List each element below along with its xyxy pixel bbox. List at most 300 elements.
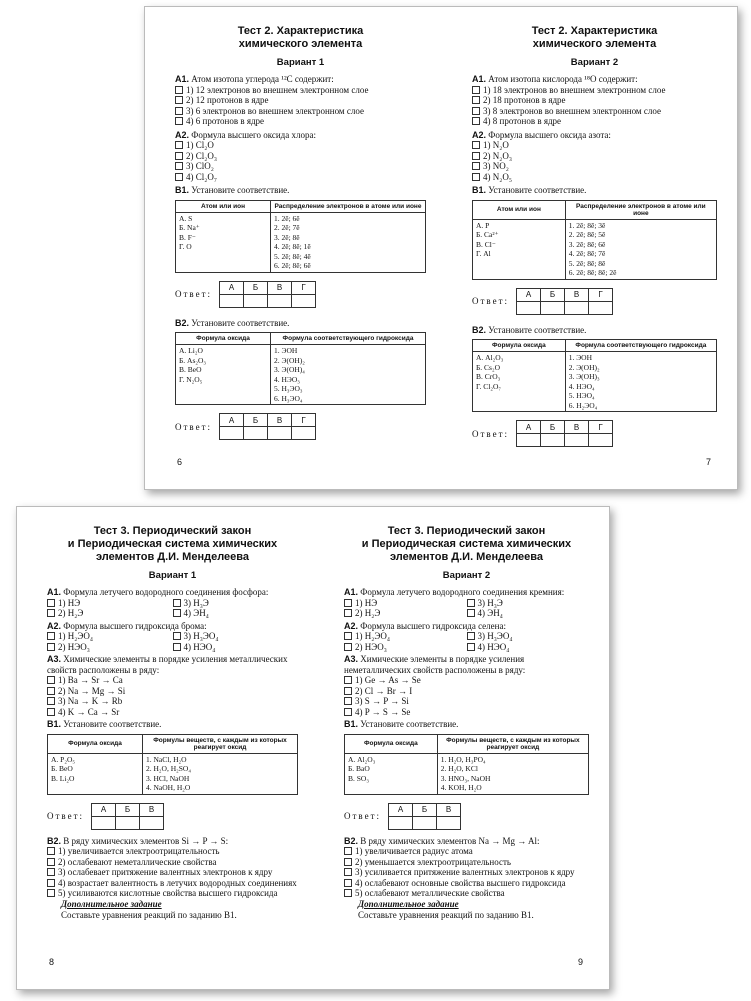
option-label: 2) HЭO₃ — [58, 641, 90, 652]
option[interactable] — [175, 161, 426, 172]
checkbox[interactable] — [175, 117, 183, 125]
option-label: 3) Na → K → Rb — [58, 696, 123, 706]
question-b2 — [47, 836, 298, 847]
option[interactable] — [467, 642, 590, 653]
checkbox[interactable] — [175, 141, 183, 149]
variant-heading: Вариант 1 — [148, 570, 197, 581]
checkbox[interactable] — [344, 609, 352, 617]
checkbox[interactable] — [47, 708, 55, 716]
page-title — [175, 25, 426, 51]
checkbox[interactable] — [472, 107, 480, 115]
checkbox[interactable] — [47, 858, 55, 866]
option[interactable] — [47, 598, 173, 609]
option[interactable] — [472, 151, 717, 162]
question-a2 — [175, 130, 426, 141]
answer-options-a1 — [175, 85, 426, 127]
answer-cell[interactable] — [292, 294, 316, 307]
option-label: 4) ЭH₄ — [477, 608, 503, 618]
question-text: Химические элементы в порядке усиления неметаллических свойств расположены в ряду: — [344, 654, 526, 675]
option-label: 2) H₂Э — [355, 608, 381, 618]
matching-table-b2 — [175, 332, 426, 405]
checkbox[interactable] — [175, 96, 183, 104]
answer-col-header: В — [140, 803, 164, 816]
option[interactable] — [47, 608, 173, 619]
answer-options-a1 — [344, 598, 589, 619]
checkbox[interactable] — [344, 676, 352, 684]
page-number: 7 — [705, 457, 711, 467]
checkbox[interactable] — [173, 632, 181, 640]
column-header: Формула оксида — [48, 734, 143, 753]
answer-col-header: Г — [589, 288, 613, 301]
checkbox[interactable] — [175, 152, 183, 160]
question-text: Установите соответствие. — [488, 324, 587, 335]
page-title — [47, 525, 298, 564]
option[interactable] — [173, 642, 299, 653]
option[interactable] — [472, 116, 717, 127]
option-label: 2) уменьшается электроотрицательность — [355, 856, 511, 867]
option[interactable] — [344, 867, 589, 878]
option[interactable] — [175, 151, 426, 162]
question-number: А1. — [175, 74, 190, 84]
matching-left-items: А. S Б. Na⁺ В. F⁻ Г. O — [176, 212, 271, 272]
title-line-3: элементов Д.И. Менделеева — [95, 551, 250, 563]
answer-options-a1 — [47, 598, 298, 619]
option-label: 3) усиливается притяжение валентных электронов к ядру — [355, 867, 575, 877]
question-number: А1. — [344, 587, 359, 597]
option[interactable] — [344, 857, 589, 868]
answer-cell[interactable] — [541, 301, 565, 314]
matching-table-b2 — [472, 339, 717, 412]
option-label: 3) NO₂ — [483, 161, 509, 171]
option-label: 4) возрастает валентность в летучих водородных соединениях — [58, 877, 297, 888]
matching-right-items: 1. 2ē; 6ē 2. 2ē; 7ē 3. 2ē; 8ē 4. 2ē; 8ē; 1ē 5. 2ē; 8ē; 4ē 6. 2ē; 8ē; 6ē — [271, 212, 426, 272]
answer-col-header: Г — [589, 421, 613, 434]
question-text: Установите соответствие. — [360, 719, 459, 729]
option-label: 1) 12 электронов во внешнем электронном слое — [186, 84, 369, 95]
question-number: В2. — [344, 835, 359, 846]
option-label: 4) P → S → Se — [355, 706, 411, 717]
checkbox[interactable] — [467, 609, 475, 617]
option[interactable] — [467, 598, 590, 609]
checkbox[interactable] — [344, 868, 352, 876]
column-header: Распределение электронов в атоме или ионе — [271, 200, 426, 212]
column-header: Формула оксида — [473, 340, 566, 352]
answer-options-a2 — [344, 631, 589, 652]
book-spread-pages-6-7 — [144, 6, 738, 490]
option[interactable] — [344, 878, 589, 889]
option-label: 2) ослабевают неметаллические свойства — [58, 856, 217, 867]
checkbox[interactable] — [472, 117, 480, 125]
extra-task-text: Составьте уравнения реакций по заданию В1. — [358, 909, 534, 920]
question-b1 — [47, 719, 298, 730]
answer-cell[interactable] — [389, 816, 413, 829]
page-title — [344, 525, 589, 564]
question-b1 — [344, 719, 589, 730]
matching-left-items: А. Li₂O Б. As₂O₃ В. BeO Г. N₂O₅ — [176, 345, 271, 405]
title-line-1: Тест 2. Характеристика — [531, 25, 658, 37]
column-header: Формула оксида — [345, 734, 438, 753]
checkbox[interactable] — [472, 152, 480, 160]
option-label: 2) Cl₂O₃ — [186, 150, 218, 161]
option-label: 4) 8 протонов в ядре — [483, 116, 562, 126]
answer-col-header: А — [220, 414, 244, 427]
option[interactable] — [472, 106, 717, 117]
option[interactable] — [175, 106, 426, 117]
question-text: Формула летучего водородного соединения фосфора: — [63, 587, 269, 597]
question-number: А1. — [47, 587, 62, 597]
answer-grid — [219, 413, 316, 440]
question-number: В1. — [47, 719, 62, 729]
checkbox[interactable] — [47, 868, 55, 876]
checkbox[interactable] — [344, 847, 352, 855]
checkbox[interactable] — [344, 858, 352, 866]
answer-cell[interactable] — [517, 434, 541, 447]
option-label: 1) увеличивается радиус атома — [355, 846, 473, 856]
option-label: 1) H₂ЭO₄ — [58, 631, 93, 641]
option-label: 1) увеличивается электроотрицательность — [58, 846, 220, 856]
option[interactable] — [344, 598, 467, 609]
option-label: 1) HЭ — [58, 597, 81, 608]
option-label: 3) H₃ЭO₄ — [183, 631, 219, 641]
option[interactable] — [175, 116, 426, 127]
answer-col-header: В — [268, 281, 292, 294]
question-a1 — [344, 587, 589, 598]
answer-cell[interactable] — [565, 434, 589, 447]
checkbox[interactable] — [47, 697, 55, 705]
checkbox[interactable] — [47, 632, 55, 640]
variant-heading: Вариант 2 — [570, 57, 619, 68]
question-b2 — [175, 318, 426, 329]
option-label: 1) 18 электронов во внешнем электронном слое — [483, 84, 666, 95]
answer-cell[interactable] — [517, 301, 541, 314]
answer-label: Ответ: — [472, 296, 510, 306]
question-a3 — [344, 654, 589, 675]
checkbox[interactable] — [344, 687, 352, 695]
answer-cell[interactable] — [541, 434, 565, 447]
option-label: 4) ослабевают основные свойства высшего гидроксида — [355, 877, 566, 888]
option-label: 5) ослабевают металлические свойства — [355, 888, 505, 898]
extra-task-heading: Дополнительное задание — [61, 898, 162, 909]
checkbox[interactable] — [47, 643, 55, 651]
option[interactable] — [472, 95, 717, 106]
question-b2 — [344, 836, 589, 847]
checkbox[interactable] — [175, 107, 183, 115]
variant-heading: Вариант 1 — [276, 57, 325, 68]
checkbox[interactable] — [175, 173, 183, 181]
checkbox[interactable] — [47, 889, 55, 897]
question-text: Формула высшего гидроксида брома: — [63, 620, 207, 631]
checkbox[interactable] — [173, 599, 181, 607]
option-label: 1) N₂O — [483, 140, 509, 150]
answer-grid — [219, 281, 316, 308]
option[interactable] — [173, 608, 299, 619]
question-b1 — [175, 185, 426, 196]
option[interactable] — [344, 631, 467, 642]
answer-options-a2 — [175, 140, 426, 182]
option[interactable] — [47, 888, 298, 899]
answer-grid — [516, 288, 613, 315]
option[interactable] — [344, 888, 589, 899]
option[interactable] — [175, 172, 426, 183]
answer-cell[interactable] — [244, 294, 268, 307]
answer-row-b1 — [344, 803, 589, 830]
option[interactable] — [472, 140, 717, 151]
answer-cell[interactable] — [437, 816, 461, 829]
option[interactable] — [344, 642, 467, 653]
answer-col-header: В — [565, 288, 589, 301]
option[interactable] — [344, 675, 589, 686]
option[interactable] — [47, 878, 298, 889]
column-header: Атом или ион — [176, 200, 271, 212]
answer-col-header: Б — [244, 414, 268, 427]
question-number: А2. — [175, 129, 190, 140]
answer-options-b2 — [344, 846, 589, 899]
option-label: 4) Cl₂O₇ — [186, 171, 218, 182]
question-text: Формула высшего гидроксида селена: — [360, 620, 506, 631]
question-text: В ряду химических элементов Na → Mg → Al: — [360, 835, 540, 846]
checkbox[interactable] — [472, 86, 480, 94]
option[interactable] — [173, 631, 299, 642]
question-text: Формула высшего оксида хлора: — [191, 129, 316, 140]
page-title — [472, 25, 717, 51]
question-number: В2. — [472, 324, 487, 335]
checkbox[interactable] — [344, 632, 352, 640]
title-line-3: элементов Д.И. Менделеева — [389, 551, 544, 563]
column-header: Распределение электронов в атоме или ионе — [565, 200, 716, 219]
question-text: Установите соответствие. — [488, 185, 587, 195]
answer-cell[interactable] — [565, 301, 589, 314]
question-text: Атом изотопа кислорода ¹⁸O содержит: — [488, 74, 638, 84]
option-label: 3) ослабевает притяжение валентных электронов к ядру — [58, 867, 273, 877]
checkbox[interactable] — [467, 643, 475, 651]
answer-col-header: В — [437, 803, 461, 816]
checkbox[interactable] — [175, 86, 183, 94]
column-header: Атом или ион — [473, 200, 566, 219]
title-line-2: и Периодическая система химических — [67, 538, 278, 550]
answer-col-header: Г — [292, 414, 316, 427]
answer-row-b2 — [472, 420, 717, 447]
answer-cell[interactable] — [268, 427, 292, 440]
matching-left-items: А. P₂O₅ Б. BeO В. Li₂O — [48, 753, 143, 794]
option-label: 3) H₃ЭO₄ — [477, 631, 513, 641]
question-number: В1. — [344, 719, 359, 729]
checkbox[interactable] — [472, 173, 480, 181]
option-label: 3) ClO₂ — [186, 161, 214, 171]
column-header: Формула соответствующего гидроксида — [271, 333, 426, 345]
answer-label: Ответ: — [47, 811, 85, 821]
title-line-2: и Периодическая система химических — [361, 538, 572, 550]
answer-cell[interactable] — [244, 427, 268, 440]
option[interactable] — [47, 846, 298, 857]
answer-grid — [388, 803, 461, 830]
answer-cell[interactable] — [413, 816, 437, 829]
option-label: 2) 18 протонов в ядре — [483, 95, 566, 105]
answer-col-header: Б — [541, 288, 565, 301]
option[interactable] — [47, 675, 298, 686]
answer-cell[interactable] — [292, 427, 316, 440]
question-text: Установите соответствие. — [191, 317, 290, 328]
question-a1 — [175, 74, 426, 85]
option-label: 2) Cl → Br → I — [355, 685, 413, 696]
answer-cell[interactable] — [589, 434, 613, 447]
question-number: А1. — [472, 74, 487, 84]
matching-left-items: А. Al₂O₃ Б. BaO В. SO₃ — [345, 753, 438, 794]
matching-table-b1 — [344, 734, 589, 795]
question-number: А3. — [344, 654, 359, 664]
question-a1 — [472, 74, 717, 85]
checkbox[interactable] — [467, 599, 475, 607]
answer-label: Ответ: — [344, 811, 382, 821]
option-label: 4) K → Ca → Sr — [58, 706, 120, 717]
option[interactable] — [175, 95, 426, 106]
option[interactable] — [472, 85, 717, 96]
matching-left-items: А. Al₂O₃ Б. Cs₂O В. CrO₃ Г. Cl₂O₇ — [473, 352, 566, 412]
question-b1 — [472, 185, 717, 196]
checkbox[interactable] — [47, 676, 55, 684]
option-label: 3) H₃Э — [183, 597, 209, 608]
question-number: В2. — [175, 317, 190, 328]
option-label: 4) 6 протонов в ядре — [186, 116, 265, 126]
option[interactable] — [47, 642, 173, 653]
option-label: 4) HЭO₄ — [183, 641, 216, 652]
answer-grid — [516, 420, 613, 447]
question-a2 — [472, 130, 717, 141]
option-label: 5) усиливаются кислотные свойства высшего гидроксида — [58, 888, 278, 898]
column-header: Формула оксида — [176, 333, 271, 345]
answer-cell[interactable] — [116, 816, 140, 829]
answer-col-header: Б — [413, 803, 437, 816]
option-label: 4) ЭH₄ — [183, 608, 209, 618]
option[interactable] — [472, 172, 717, 183]
option[interactable] — [344, 608, 467, 619]
question-text: Установите соответствие. — [63, 719, 162, 729]
checkbox[interactable] — [472, 141, 480, 149]
checkbox[interactable] — [472, 96, 480, 104]
option[interactable] — [344, 686, 589, 697]
question-text: Атом изотопа углерода ¹²С содержит: — [191, 74, 334, 84]
answer-col-header: А — [220, 281, 244, 294]
answer-col-header: Б — [541, 421, 565, 434]
option-label: 2) HЭO₃ — [355, 641, 387, 652]
option[interactable] — [173, 598, 299, 609]
matching-left-items: А. P Б. Ca²⁺ В. Cl⁻ Г. Al — [473, 219, 566, 279]
page-7 — [442, 7, 738, 489]
option[interactable] — [344, 696, 589, 707]
checkbox[interactable] — [173, 609, 181, 617]
option-label: 3) 8 электронов во внешнем электронном слое — [483, 105, 661, 116]
question-number: В1. — [472, 185, 487, 195]
answer-cell[interactable] — [140, 816, 164, 829]
option[interactable] — [47, 867, 298, 878]
page-number: 9 — [577, 957, 583, 967]
question-text: Химические элементы в порядке усиления металлических свойств расположены в ряду: — [47, 654, 288, 675]
answer-col-header: А — [517, 288, 541, 301]
answer-col-header: Б — [116, 803, 140, 816]
checkbox[interactable] — [472, 162, 480, 170]
option[interactable] — [47, 707, 298, 718]
answer-cell[interactable] — [92, 816, 116, 829]
extra-task-text: Составьте уравнения реакций по заданию В1. — [61, 909, 237, 920]
question-number: А2. — [344, 620, 359, 631]
option[interactable] — [47, 686, 298, 697]
option-label: 2) Na → Mg → Si — [58, 685, 126, 696]
option-label: 3) 6 электронов во внешнем электронном слое — [186, 105, 364, 116]
checkbox[interactable] — [344, 708, 352, 716]
answer-cell[interactable] — [220, 427, 244, 440]
answer-cell[interactable] — [220, 294, 244, 307]
question-number: В2. — [47, 835, 62, 846]
checkbox[interactable] — [175, 162, 183, 170]
question-text: Формула летучего водородного соединения кремния: — [360, 587, 565, 597]
page-8 — [17, 507, 314, 989]
answer-options-a2 — [472, 140, 717, 182]
checkbox[interactable] — [344, 697, 352, 705]
checkbox[interactable] — [47, 609, 55, 617]
checkbox[interactable] — [173, 643, 181, 651]
checkbox[interactable] — [344, 879, 352, 887]
option[interactable] — [47, 696, 298, 707]
matching-right-items: 1. ЭOH 2. Э(OH)₂ 3. Э(OH)₃ 4. HЭO₄ 5. HЭO₄ 6. H₂ЭO₄ — [565, 352, 716, 412]
title-line-2: химического элемента — [238, 38, 363, 50]
option[interactable] — [175, 140, 426, 151]
option[interactable] — [472, 161, 717, 172]
answer-cell[interactable] — [589, 301, 613, 314]
matching-table-b1 — [175, 200, 426, 273]
option[interactable] — [47, 631, 173, 642]
checkbox[interactable] — [47, 847, 55, 855]
checkbox[interactable] — [47, 599, 55, 607]
matching-table-b1 — [472, 200, 717, 280]
matching-table-b1 — [47, 734, 298, 795]
matching-right-items: 1. H₂O, H₃PO₄ 2. H₂O, KCl 3. HNO₃, NaOH 4. KOH, H₂O — [437, 753, 588, 794]
answer-label: Ответ: — [175, 289, 213, 299]
title-line-1: Тест 3. Периодический закон — [387, 525, 546, 537]
question-number: А2. — [472, 129, 487, 140]
question-a2 — [47, 621, 298, 632]
answer-col-header: В — [565, 421, 589, 434]
option[interactable] — [344, 846, 589, 857]
answer-cell[interactable] — [268, 294, 292, 307]
checkbox[interactable] — [47, 687, 55, 695]
option[interactable] — [175, 85, 426, 96]
answer-options-a3 — [47, 675, 298, 717]
checkbox[interactable] — [344, 599, 352, 607]
option[interactable] — [344, 707, 589, 718]
option[interactable] — [47, 857, 298, 868]
option[interactable] — [467, 608, 590, 619]
checkbox[interactable] — [467, 632, 475, 640]
checkbox[interactable] — [47, 879, 55, 887]
question-number: В1. — [175, 185, 190, 195]
column-header: Формулы веществ, с каждым из которых реагирует оксид — [143, 734, 298, 753]
question-number: А3. — [47, 654, 62, 664]
matching-right-items: 1. NaCl, H₂O 2. H₂O, H₂SO₄ 3. HCl, NaOH 4. NaOH, H₂O — [143, 753, 298, 794]
answer-options-a1 — [472, 85, 717, 127]
column-header: Формулы веществ, с каждым из которых реагирует оксид — [437, 734, 588, 753]
checkbox[interactable] — [344, 889, 352, 897]
answer-label: Ответ: — [175, 421, 213, 432]
option-label: 4) N₂O₅ — [483, 171, 513, 182]
answer-options-b2 — [47, 846, 298, 899]
option-label: 3) H₃Э — [477, 597, 503, 608]
answer-label: Ответ: — [472, 428, 510, 439]
question-a2 — [344, 621, 589, 632]
matching-right-items: 1. ЭOH 2. Э(OH)₂ 3. Э(OH)₄ 4. HЭO₃ 5. H₃ЭO₃ 6. H₃ЭO₄ — [271, 345, 426, 405]
answer-row-b1 — [175, 281, 426, 308]
option[interactable] — [467, 631, 590, 642]
checkbox[interactable] — [344, 643, 352, 651]
option-label: 1) Ba → Sr → Ca — [58, 675, 123, 685]
